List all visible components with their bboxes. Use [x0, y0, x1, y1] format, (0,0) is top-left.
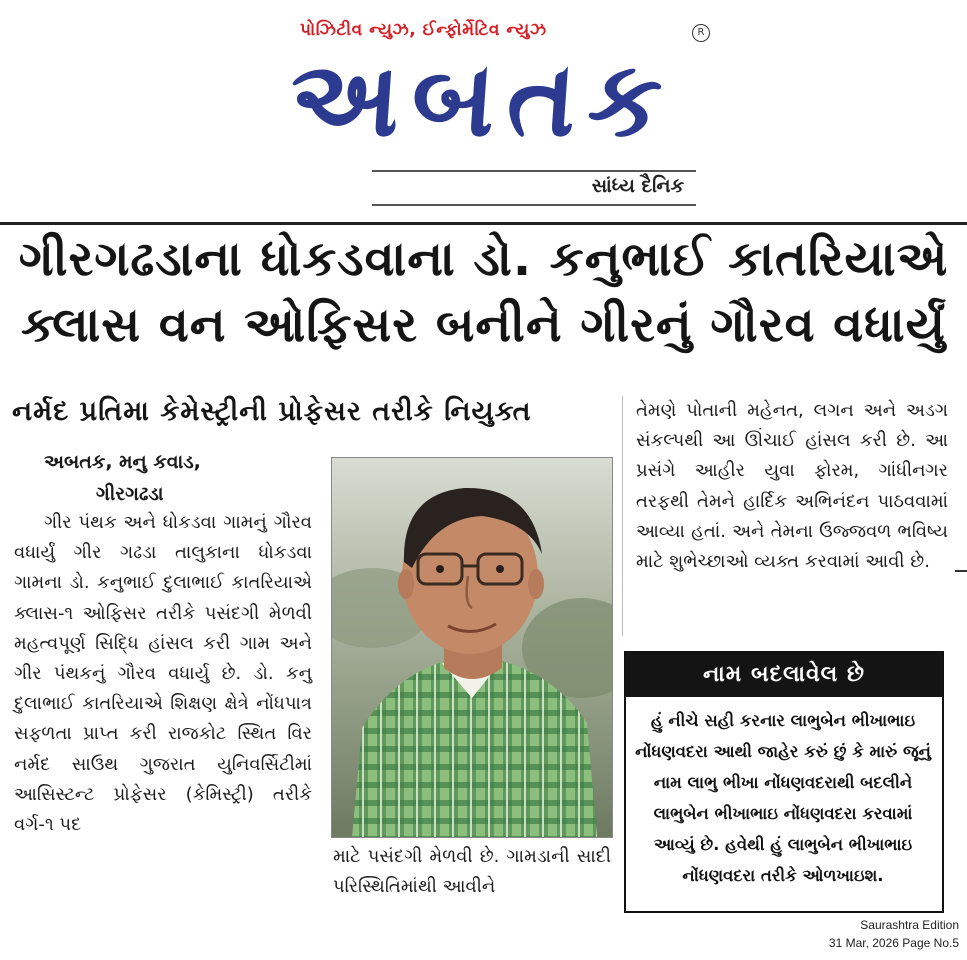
article-column-2: માટે પસંદગી મેળવી છે. ગામડાની સાદી પરિસ્થિતિમાંથી આવીને — [333, 846, 611, 898]
article-column-1-text: ગીર પંથક અને ધોકડવા ગામનું ગૌરવ વધાર્યું ગીર ગઢડા તાલુકાના ધોકડવા ગામના ડો. કનુભાઈ દુલાભાઈ કાતરિયાએ ક્લાસ-૧ ઓફિસર તરીકે પસંદગી મેળવી મહત્વપૂર્ણ સિદ્ધિ હાંસલ કરી ગામ અને ગીર પંથકનું ગૌરવ વધાર્યુ છે. ડો. કનુ દુલાભાઈ કાતરિયાએ શિક્ષણ ક્ષેત્રે નોંધપાત્ર સફળતા પ્રાપ્ત કરી રાજકોટ સ્થિત વિર નર્મદ સાઉથ ગુજરાત યુનિવર્સિટીમાં આસિસ્ટન્ટ પ્રોફેસર (કેમિસ્ટ્રી) તરીકે વર્ગ-૧ પદ — [14, 512, 312, 836]
masthead-divider — [0, 222, 967, 225]
notice-body: હું નીચે સહી કરનાર લાભુબેન ભીખાભાઇ નોંધણવદરા આથી જાહેર કરું છું કે મારું જૂનું નામ લાભુ ભીખા નોંધણવદરાથી બદલીને લાભુબેન ભીખાભાઇ નોંધણવદરા કરવામાં આવ્યું છે. હવેથી હું લાભુબેન ભીખાભાઇ નોંધણવદરા તરીકે ઓળખાઇશ. — [635, 711, 931, 885]
dateline-reporter: અબતક, મનુ કવાડ, — [44, 451, 201, 473]
article-column-1 — [14, 508, 312, 840]
footer-edition: Saurashtra Edition — [860, 918, 959, 932]
dateline-place: ગીરગઢડા — [96, 483, 164, 505]
article-column-3: તેમણે પોતાની મહેનત, લગન અને અડગ સંકલ્પથી આ ઊંચાઈ હાંસલ કરી છે. આ પ્રસંગે આહીર યુવા ફોરમ, ગાંધીનગર તરફથી તેમને હાર્દિક અભિનંદન પાઠવવામાં આવ્યા હતાં. અને તેમના ઉજ્જવળ ભવિષ્ય માટે શુભેચ્છાઓ વ્યક્ત કરવામાં આવી છે. — [636, 400, 948, 573]
name-change-notice — [624, 651, 944, 913]
page-footer — [829, 916, 959, 952]
column-divider — [622, 396, 623, 636]
notice-title: નામ બદલાવેલ છે — [626, 653, 942, 697]
newspaper-logo: અબતક — [285, 38, 679, 160]
headline-line-2: ક્લાસ વન ઓફિસર બનીને ગીરનું ગૌરવ વધાર્યું — [21, 297, 946, 353]
dateline — [44, 446, 304, 510]
edition-type: સાંધ્ય દૈનિક — [591, 175, 684, 197]
subheadline: નર્મદ પ્રતિમા કેમેસ્ટ્રીની પ્રોફેસર તરીકે નિયુક્ત — [12, 396, 532, 427]
portrait-photo — [331, 457, 613, 838]
edition-bar — [372, 170, 696, 206]
portrait-photo-image — [332, 458, 612, 837]
edition-bar-fill — [372, 172, 552, 204]
edge-mark — [955, 570, 967, 572]
headline — [0, 226, 967, 358]
footer-date-page: 31 Mar, 2026 Page No.5 — [828, 936, 959, 950]
headline-line-1: ગીરગઢડાના ધોકડવાના ડો. કનુભાઈ કાતરિયાએ — [18, 231, 949, 287]
masthead-tagline: પોઝિટીવ ન્યુઝ, ઈન્ફોર્મેટિવ ન્યુઝ — [300, 20, 547, 40]
registered-mark-icon: R — [692, 24, 710, 42]
